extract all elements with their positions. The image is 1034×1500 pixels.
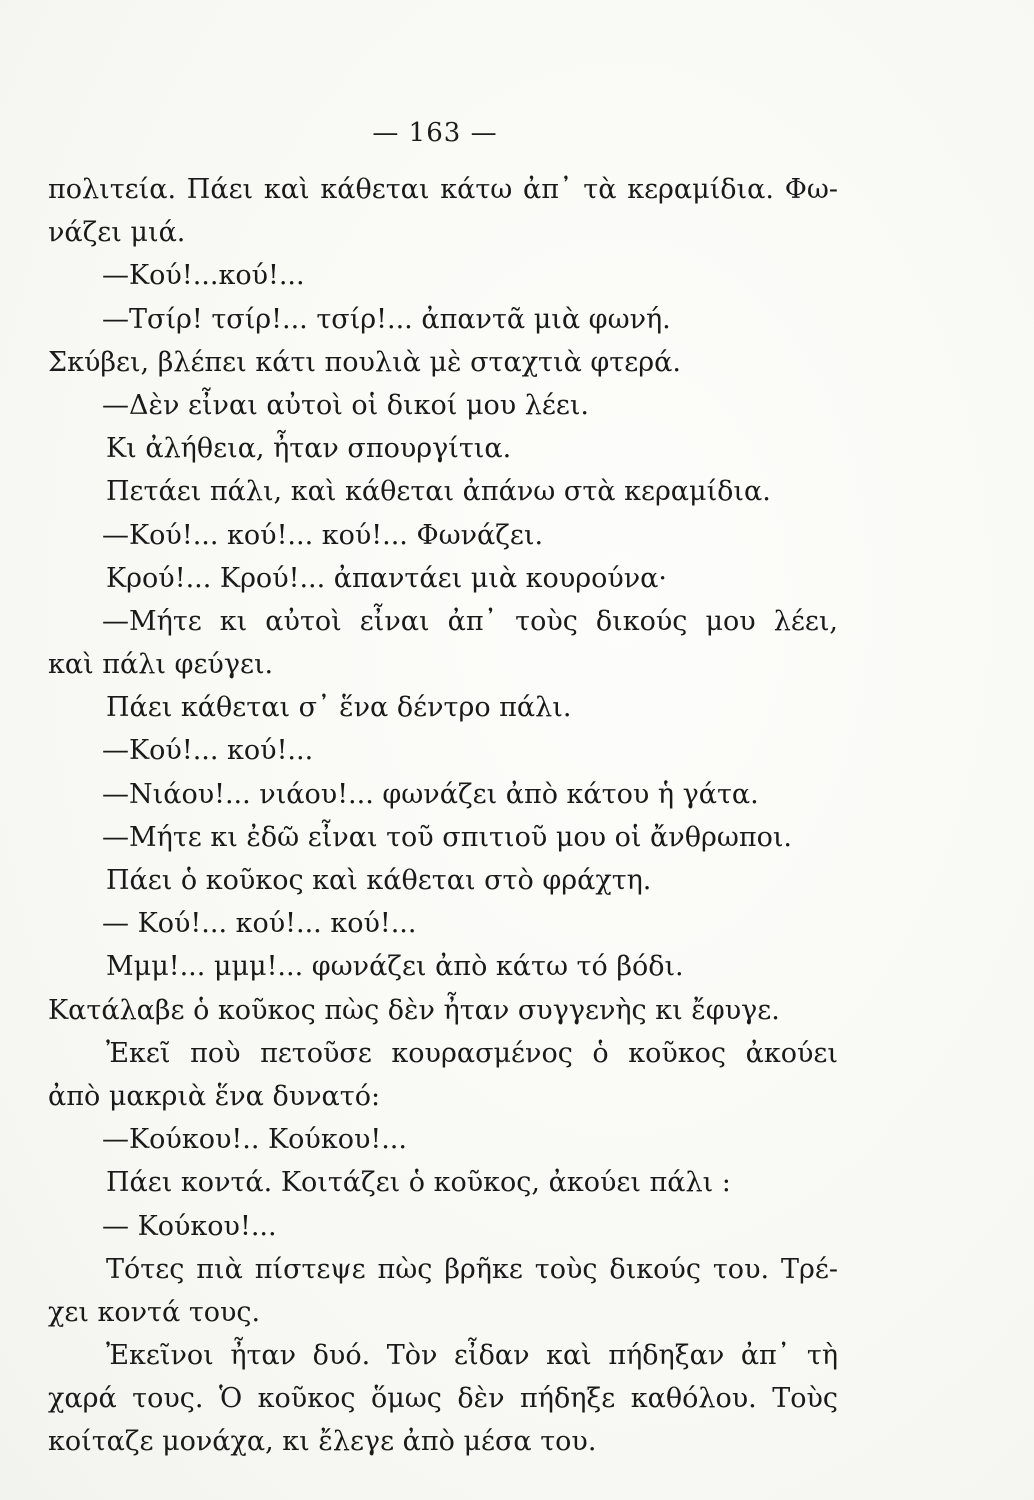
text-line: Πετάει πάλι, καὶ κάθεται ἀπάνω στὰ κεραμίδια. (106, 476, 771, 508)
page-number: — 163 — (372, 118, 498, 148)
text-line: —Κούκου!.. Κούκου!... (102, 1124, 407, 1156)
text-line: —Κού!... κού!... (102, 735, 314, 767)
text-line: Κατάλαβε ὁ κοῦκος πὼς δὲν ἦταν συγγενὴς κι ἔφυγε. (48, 994, 780, 1026)
text-line: Μμμ!... μμμ!... φωνάζει ἀπὸ κάτω τό βόδι. (106, 951, 684, 983)
text-line: Πάει κάθεται σ᾿ ἕνα δέντρο πάλι. (106, 692, 572, 724)
text-line: καὶ πάλι φεύγει. (48, 649, 274, 681)
text-line: —Μήτε κι αὐτοὶ εἶναι ἀπ᾿ τοὺς δικούς μου λέει, (102, 605, 838, 637)
text-line: πολιτεία. Πάει καὶ κάθεται κάτω ἀπ᾿ τὰ κεραμίδια. Φω- (48, 174, 838, 205)
text-line: —Κού!... κού!... κού!... Φωνάζει. (102, 519, 544, 551)
text-line: Κρού!... Κρού!... ἀπαντάει μιὰ κουρούνα· (106, 562, 668, 594)
text-line: —Μήτε κι ἐδῶ εἶναι τοῦ σπιτιοῦ μου οἱ ἄνθρωποι. (102, 821, 793, 853)
text-line: —Νιάου!... νιάου!... φωνάζει ἀπὸ κάτου ἡ γάτα. (102, 778, 759, 810)
body-text (48, 168, 838, 1464)
text-line: —Τσίρ! τσίρ!... τσίρ!... ἀπαντᾶ μιὰ φωνή. (102, 303, 671, 335)
text-line: ἀπὸ μακριὰ ἕνα δυνατό: (48, 1080, 381, 1112)
text-line: —Κού!...κού!... (102, 260, 305, 292)
text-line: Πάει κοντά. Κοιτάζει ὁ κοῦκος, ἀκούει πάλι : (106, 1167, 731, 1199)
text-line: Πάει ὁ κοῦκος καὶ κάθεται στὸ φράχτη. (106, 865, 652, 896)
text-line: κοίταζε μονάχα, κι ἔλεγε ἀπὸ μέσα του. (48, 1426, 597, 1458)
text-line: νάζει μιά. (48, 217, 186, 249)
text-line: —Δὲν εἶναι αὐτοὶ οἱ δικοί μου λέει. (102, 389, 590, 421)
text-line: — Κούκου!... (102, 1210, 277, 1242)
text-line: χαρά τους. Ὁ κοῦκος ὅμως δὲν πήδηξε καθόλου. Τοὺς (48, 1383, 838, 1415)
text-line: — Κού!... κού!... κού!... (102, 908, 417, 940)
text-line: Ἐκεῖ ποὺ πετοῦσε κουρασμένος ὁ κοῦκος ἀκούει (106, 1037, 838, 1069)
text-line: χει κοντά τους. (48, 1296, 261, 1328)
text-line: Τότες πιὰ πίστεψε πὼς βρῆκε τοὺς δικούς του. Τρέ- (106, 1253, 838, 1285)
text-line: Ἐκεῖνοι ἦταν δυό. Τὸν εἶδαν καὶ πήδηξαν ἀπ᾿ τὴ (106, 1340, 838, 1372)
text-line: Σκύβει, βλέπει κάτι πουλιὰ μὲ σταχτιὰ φτερά. (48, 346, 681, 378)
text-line: Κι ἀλήθεια, ἦταν σπουργίτια. (106, 433, 512, 465)
